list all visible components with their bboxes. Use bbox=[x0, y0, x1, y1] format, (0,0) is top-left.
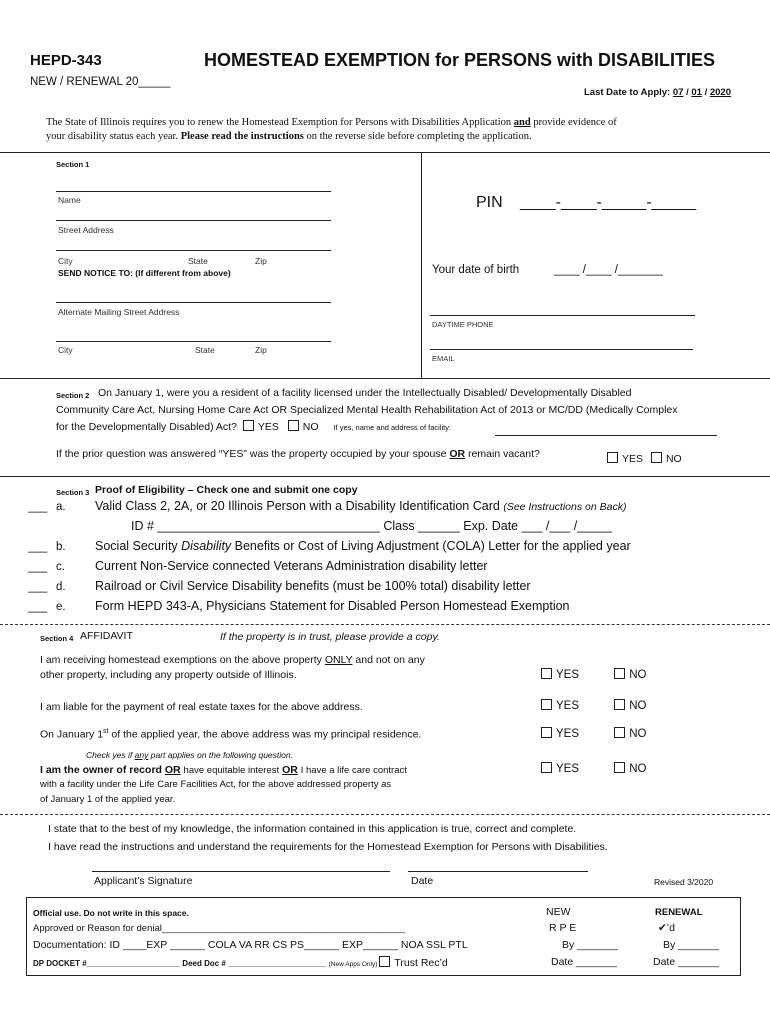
proof-b-letter: b. bbox=[56, 541, 66, 553]
alt-zip-label: Zip bbox=[255, 345, 267, 355]
proof-e-blank[interactable]: ___ bbox=[28, 601, 48, 613]
life-care-contract: I have a life care contract bbox=[300, 765, 407, 776]
q2-no-checkbox[interactable] bbox=[614, 699, 625, 710]
section2-q2-or: OR bbox=[449, 448, 466, 460]
intro-text-b: provide evidence of bbox=[533, 117, 617, 128]
approved-denial-line: Approved or Reason for denial______________________________________________ bbox=[33, 923, 405, 934]
last-date-month: 07 bbox=[672, 87, 684, 98]
proof-a-description: Valid Class 2, 2A, or 20 Illinois Person with a Disability Identification Card bbox=[95, 499, 500, 513]
check-note bbox=[86, 750, 293, 760]
official-renewal: RENEWAL bbox=[655, 907, 703, 918]
affidavit-q3-text: On January 1 bbox=[40, 728, 104, 741]
proof-c-blank[interactable]: ___ bbox=[28, 561, 48, 573]
section4-top-rule bbox=[0, 624, 770, 625]
proof-b-row[interactable] bbox=[28, 541, 66, 553]
email-line[interactable] bbox=[430, 349, 693, 350]
vacant-yes-label: YES bbox=[622, 453, 644, 465]
section2-q2-text: If the prior question was answered “YES” was the property occupied by your spouse bbox=[56, 448, 447, 460]
q4-yes-label: YES bbox=[556, 763, 580, 775]
revised-date: Revised 3/2020 bbox=[654, 877, 714, 887]
alt-street-line[interactable] bbox=[56, 302, 331, 303]
equitable-interest: have equitable interest bbox=[183, 765, 280, 776]
q4-or-1: OR bbox=[164, 764, 181, 776]
section2-q1-line2: Community Care Act, Nursing Home Care Act OR Specialized Mental Health Rehabilitation Act of 2013 or MC/DD (Medically Complex bbox=[56, 404, 678, 416]
check-note-any: any bbox=[134, 750, 149, 760]
q2-yes-checkbox[interactable] bbox=[541, 699, 552, 710]
resident-yes-label: YES bbox=[257, 421, 279, 433]
resident-no-checkbox[interactable] bbox=[288, 420, 299, 431]
proof-a-letter: a. bbox=[56, 501, 66, 513]
q3-yes-label: YES bbox=[556, 728, 580, 740]
section3-top-rule bbox=[0, 476, 770, 477]
q1-yes-label: YES bbox=[556, 669, 580, 681]
official-new: NEW bbox=[546, 906, 571, 918]
trust-note: If the property is in trust, please provide a copy. bbox=[220, 631, 440, 643]
city-label: City bbox=[58, 256, 73, 266]
official-use-title: Official use. Do not write in this space. bbox=[33, 908, 189, 918]
facility-name-line[interactable] bbox=[495, 435, 717, 436]
official-by-new: By _______ bbox=[562, 939, 619, 951]
proof-a-text bbox=[95, 499, 626, 513]
city-line[interactable] bbox=[56, 250, 331, 251]
section2-q2-text-b: remain vacant? bbox=[468, 448, 540, 460]
affidavit-q1-text-b: and not on any bbox=[355, 654, 425, 666]
proof-e-letter: e. bbox=[56, 601, 66, 613]
affidavit-q1-text: I am receiving homestead exemptions on the above property bbox=[40, 654, 322, 666]
name-label: Name bbox=[58, 195, 81, 205]
proof-b-disability: Disability bbox=[181, 539, 232, 553]
date-line[interactable] bbox=[408, 871, 588, 872]
last-date-to-apply: Last Date to Apply: 07 / 01 / 2020 bbox=[584, 87, 731, 98]
signature-label: Applicant’s Signature bbox=[94, 875, 193, 887]
last-date-label: Last Date to Apply: bbox=[584, 87, 671, 98]
signature-line[interactable] bbox=[92, 871, 390, 872]
new-renewal-label: NEW / RENEWAL 20_____ bbox=[30, 76, 171, 88]
q3-yes-checkbox[interactable] bbox=[541, 727, 552, 738]
intro-and: and bbox=[513, 117, 531, 128]
q4-no-label: NO bbox=[629, 763, 647, 775]
proof-c-text: Current Non-Service connected Veterans Administration disability letter bbox=[95, 559, 488, 573]
statement-top-rule bbox=[0, 814, 770, 815]
affidavit-q3-sup: st bbox=[103, 728, 109, 735]
q3-options bbox=[541, 727, 646, 740]
street-label: Street Address bbox=[58, 225, 114, 235]
q4-options bbox=[541, 762, 646, 775]
email-label: EMAIL bbox=[432, 354, 455, 363]
vacant-no-checkbox[interactable] bbox=[651, 452, 662, 463]
intro-line-1 bbox=[46, 117, 617, 128]
q3-no-checkbox[interactable] bbox=[614, 727, 625, 738]
zip-label: Zip bbox=[255, 256, 267, 266]
section1-top-rule bbox=[0, 152, 770, 153]
official-date-renewal: Date _______ bbox=[653, 956, 719, 968]
proof-c-row[interactable] bbox=[28, 561, 65, 573]
proof-b-blank[interactable]: ___ bbox=[28, 541, 48, 553]
page-title: HOMESTEAD EXEMPTION for PERSONS with DISABILITIES bbox=[204, 50, 716, 70]
intro-text: The State of Illinois requires you to renew the Homestead Exemption for Persons with Disabilities Application bbox=[46, 117, 512, 128]
section1-divider bbox=[421, 152, 422, 378]
q3-no-label: NO bbox=[629, 728, 647, 740]
affidavit-q4-line2: with a facility under the Life Care Facilities Act, for the above addressed property as bbox=[40, 779, 392, 790]
section2-label: Section 2 bbox=[56, 391, 90, 400]
proof-a-blank[interactable]: ___ bbox=[28, 501, 48, 513]
q2-no-label: NO bbox=[629, 700, 647, 712]
q4-or-2: OR bbox=[282, 764, 298, 776]
proof-b-text bbox=[95, 539, 631, 553]
pin-label: PIN bbox=[476, 194, 503, 211]
documentation-line: Documentation: ID ____EXP ______ COLA VA RR CS PS______ EXP______ NOA SSL PTL bbox=[33, 939, 468, 951]
affidavit-q3 bbox=[40, 728, 421, 741]
affidavit-q4-line1 bbox=[40, 764, 407, 776]
section2-q1-line1: On January 1, were you a resident of a facility licensed under the Intellectually Disabled/ Developmentally Disabled bbox=[98, 387, 632, 399]
alt-state-label: State bbox=[195, 345, 215, 355]
proof-d-letter: d. bbox=[56, 581, 66, 593]
vacant-no-label: NO bbox=[665, 453, 682, 465]
resident-no-label: NO bbox=[302, 421, 319, 433]
alt-city-label: City bbox=[58, 345, 73, 355]
alt-street-label: Alternate Mailing Street Address bbox=[58, 307, 180, 317]
facility-name-label: If yes, name and address of facility: bbox=[333, 423, 452, 432]
proof-a-note: (See Instructions on Back) bbox=[503, 501, 627, 513]
affidavit-q1-line1 bbox=[40, 654, 425, 666]
proof-e-text: Form HEPD 343-A, Physicians Statement for Disabled Person Homestead Exemption bbox=[95, 599, 570, 613]
q4-no-checkbox[interactable] bbox=[614, 762, 625, 773]
form-id: HEPD-343 bbox=[30, 52, 102, 69]
section3-title: Proof of Eligibility – Check one and submit one copy bbox=[95, 484, 358, 496]
send-notice-label: SEND NOTICE TO: (If different from above) bbox=[58, 268, 231, 278]
section2-top-rule bbox=[0, 378, 770, 379]
affidavit-q3-text-b: of the applied year, the above address was my principal residence. bbox=[108, 728, 422, 741]
check-note-a: Check yes if bbox=[86, 750, 135, 760]
section2-q1-text: for the Developmentally Disabled) Act? bbox=[56, 421, 237, 433]
proof-d-row[interactable] bbox=[28, 581, 66, 593]
official-rpe: R P E bbox=[549, 922, 577, 934]
street-line[interactable] bbox=[56, 220, 331, 221]
official-date-new: Date _______ bbox=[551, 956, 617, 968]
last-date-day: 01 bbox=[691, 87, 702, 98]
section2-q1-line3 bbox=[56, 420, 451, 433]
section1-label: Section 1 bbox=[56, 160, 90, 169]
vacant-options bbox=[607, 452, 682, 465]
vacant-yes-checkbox[interactable] bbox=[607, 452, 618, 463]
proof-e-row[interactable] bbox=[28, 601, 66, 613]
docket-line bbox=[33, 956, 448, 969]
q1-no-checkbox[interactable] bbox=[614, 668, 625, 679]
section4-label: Section 4 bbox=[40, 634, 74, 643]
proof-d-text: Railroad or Civil Service Disability benefits (must be 100% total) disability letter bbox=[95, 579, 531, 593]
daytime-phone-label: DAYTIME PHONE bbox=[432, 320, 494, 329]
proof-b-text-a: Social Security bbox=[95, 539, 182, 553]
intro-text-2a: your disability status each year. bbox=[46, 131, 179, 142]
statement-line-1: I state that to the best of my knowledge, the information contained in this application is true, correct and complete. bbox=[48, 823, 577, 835]
docket-text: DP DOCKET #_____________________ Deed Doc # ______________________ bbox=[33, 959, 326, 968]
affidavit-q1-line2: other property, including any property outside of Illinois. bbox=[40, 669, 297, 681]
name-line[interactable] bbox=[56, 191, 331, 192]
pin-field[interactable]: ____-____-_____-_____ bbox=[520, 194, 697, 211]
proof-b-text-b: Benefits or Cost of Living Adjustment (COLA) Letter for the applied year bbox=[231, 539, 631, 553]
trust-recd-checkbox[interactable] bbox=[379, 956, 390, 967]
q4-yes-checkbox[interactable] bbox=[541, 762, 552, 773]
q2-options bbox=[541, 699, 646, 712]
daytime-phone-line[interactable] bbox=[430, 315, 695, 316]
proof-d-blank[interactable]: ___ bbox=[28, 581, 48, 593]
affidavit-q2: I am liable for the payment of real estate taxes for the above address. bbox=[40, 701, 363, 713]
section3-label: Section 3 bbox=[56, 488, 90, 497]
intro-text-2c: on the reverse side before completing the application. bbox=[306, 131, 532, 142]
affidavit-q1-only: ONLY bbox=[324, 654, 353, 666]
date-label: Date bbox=[411, 875, 434, 887]
proof-a-id-line[interactable]: ID # ________________________________ Class ______ Exp. Date ___ /___ /_____ bbox=[131, 519, 612, 533]
intro-line-2 bbox=[46, 131, 532, 142]
proof-c-letter: c. bbox=[56, 561, 65, 573]
owner-of-record: I am the owner of record bbox=[40, 764, 162, 776]
q1-yes-checkbox[interactable] bbox=[541, 668, 552, 679]
state-label: State bbox=[188, 256, 208, 266]
q1-options bbox=[541, 668, 646, 681]
alt-city-line[interactable] bbox=[56, 341, 331, 342]
dob-label: Your date of birth bbox=[432, 264, 520, 276]
q1-no-label: NO bbox=[629, 669, 647, 681]
official-checked: ✔’d bbox=[658, 922, 675, 934]
section2-q2 bbox=[56, 448, 540, 460]
last-date-year: 2020 bbox=[709, 87, 731, 98]
resident-yes-checkbox[interactable] bbox=[243, 420, 254, 431]
intro-read-instructions: Please read the instructions bbox=[180, 131, 304, 142]
trust-recd-label: Trust Rec’d bbox=[394, 957, 448, 969]
q2-yes-label: YES bbox=[556, 700, 580, 712]
affidavit-title: AFFIDAVIT bbox=[80, 630, 133, 642]
proof-a-row[interactable] bbox=[28, 501, 66, 513]
statement-line-2: I have read the instructions and understand the requirements for the Homestead Exemption for Persons with Disabilities. bbox=[48, 841, 608, 853]
official-by-renewal: By _______ bbox=[663, 939, 720, 951]
new-apps-only: (New Apps Only) bbox=[328, 961, 378, 968]
dob-field[interactable]: ____ /____ /_______ bbox=[554, 264, 663, 276]
affidavit-q4-line3: of January 1 of the applied year. bbox=[40, 794, 176, 805]
check-note-b: part applies on the following question. bbox=[148, 750, 293, 760]
